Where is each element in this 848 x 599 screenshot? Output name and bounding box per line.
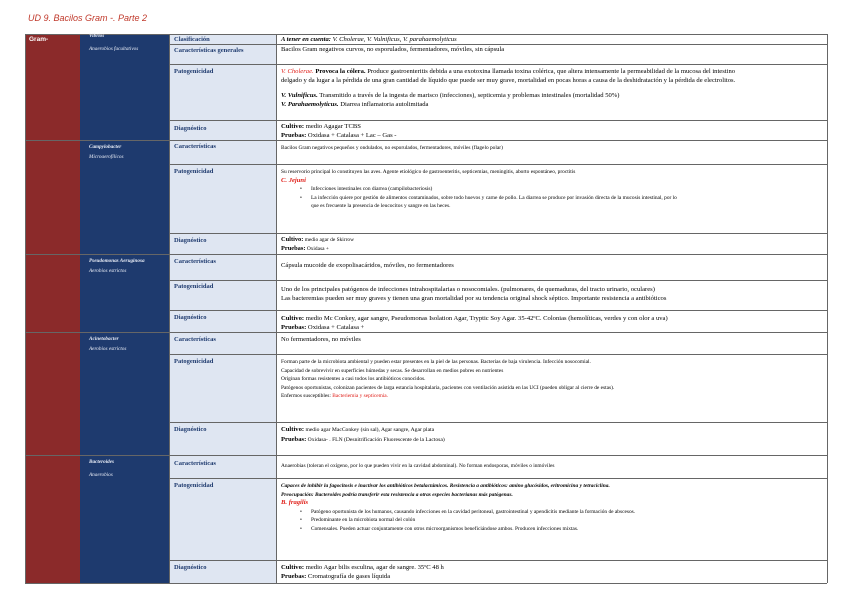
patogenicidad-text: Capaces de inhibir la fagocitosis e inactivar los antibióticos betalactámicos. Resistencia a antibióticos: amino glucósidos, eritromicina y tetraciclina. Preocupación: Bacteroides podría transferir esta resistencia a otras especies bacterianas más patógenas. B. fragilis • Patógeno oportunista de los humanos, causando infecciones en la cavidad peritoneal, gastrointestinal y apendicitis mediante la formación de abscesos. • Predominante en la microbiota normal del colón • Comensales. Pueden actuar conjuntamente con otros microorganismos beneficiándose ambos. Producen infecciones mixtas. — [281, 482, 823, 534]
section-label: Características — [174, 143, 216, 150]
row-divider — [169, 560, 827, 561]
section-label: Características — [174, 336, 216, 343]
diagnostico-text: Cultivo: medio Mc Conkey, agar sangre, Pseudomonas Isolation Agar, Tryptic Soy Agar. 35-42ºC. Colonias (hemolíticas, verdes y con olor a uva) Pruebas: Oxidasa + Catalasa + — [281, 315, 668, 332]
divider — [276, 34, 277, 583]
section-label: Características — [174, 460, 216, 467]
caracteristicas-text: Bacilos Gram negativos pequeños y ondulados, no esporulados, fermentadores, móviles (flagelo polar) — [281, 145, 503, 151]
bacteria-label: Pseudomonas Aeruginosa Aerobios estrictos — [89, 258, 145, 274]
section-column — [169, 34, 276, 583]
section-label: Diagnóstico — [174, 125, 207, 132]
caracteristicas-text: Cápsula mucoide de exopolisacáridos, móviles, no fermentadores — [281, 262, 454, 269]
row-divider — [169, 354, 827, 355]
divider — [25, 34, 26, 583]
row-divider — [169, 310, 827, 311]
row-divider — [169, 120, 827, 121]
gram-column — [25, 34, 80, 583]
diagnostico-text: Cultivo: medio Agagar TCBS Pruebas: Oxidasa + Catalasa + Lac – Gas - — [281, 123, 397, 140]
diagnostico-text: Cultivo: medio agar MacConkey (sin sal), Agar sangre, Agar plata Pruebas: Oxidasa- . FLN (Desnitrificación Fluorescente de la Lactosa) — [281, 426, 445, 444]
page-title: UD 9. Bacilos Gram -. Parte 2 — [28, 13, 148, 23]
divider — [827, 34, 828, 583]
section-label: Patogenicidad — [174, 482, 214, 489]
bacteria-label: Bacteroides Anaerobios — [89, 459, 115, 478]
section-label: Diagnóstico — [174, 237, 207, 244]
row-divider — [169, 422, 827, 423]
section-label: Patogenicidad — [174, 283, 214, 290]
clasificacion-text: A tener en cuenta: V. Cholerae, V. Vulnificus, V. parahaemolyticus — [281, 36, 457, 43]
row-divider — [169, 64, 827, 65]
bacteria-label: Acinetobacter Aerobios estrictos — [89, 336, 127, 352]
diagnostico-text: Cultivo: medio Agar bilis esculina, agar de sangre. 35ºC 48 h Pruebas: Cromatografía de gases líquida — [281, 564, 444, 581]
bacteria-label: Campylobacter Microaerofílicos — [89, 144, 124, 160]
section-label: Patogenicidad — [174, 168, 214, 175]
section-label: Diagnóstico — [174, 426, 207, 433]
divider — [169, 34, 170, 583]
bacteria-label: Vibrios Anaerobios facultativos — [89, 33, 139, 52]
row-divider — [169, 164, 827, 165]
gram-label: Gram- — [29, 36, 49, 43]
section-label: Diagnóstico — [174, 314, 207, 321]
row-divider — [169, 233, 827, 234]
caracteristicas-text: Anaerobias (toleran el oxígeno, por lo que pueden vivir en la cavidad abdominal). No forman endosporas, móviles o inmóviles — [281, 463, 555, 469]
row-divider — [25, 583, 827, 584]
row-divider — [25, 455, 827, 456]
section-label: Características — [174, 258, 216, 265]
row-divider — [25, 254, 827, 255]
section-label: Patogenicidad — [174, 358, 214, 365]
section-label: Clasificación — [174, 36, 210, 43]
patogenicidad-text: V. Cholerae. Provoca la cólera. Produce gastroenteritis debida a una exotoxina llamada toxina colérica, que altera intensamente la permeabilidad de la mucosa del intestino delgado y da lugar a la pérdida de una gran cantidad de líquido que puede ser muy grave, mortalidad en pocas horas a causa de la deshidratación y la pérdida de electrolitos. V. Vulnificus. Transmitido a través de la ingesta de marisco (infecciones), septicemia y problemas intestinales (mortalidad 50%) V. Parahaemolyticus. Diarrea inflamatoria autolimitada — [281, 68, 736, 108]
section-label: Características generales — [174, 47, 244, 54]
caracteristicas-text: Bacilos Gram negativos curvos, no esporulados, fermentadores, móviles, sin cápsula — [281, 46, 505, 53]
patogenicidad-text: Uno de los principales patógenos de infecciones intrahospitalarias o nosocomiales. (pulmonares, de quemaduras, del tracto urinario, oculares) Las bacteremias pueden ser muy graves y tienen una gran mortalidad por su tendencia original shock séptico. Importante resistencia a antibióticos — [281, 286, 667, 303]
section-label: Patogenicidad — [174, 68, 214, 75]
caracteristicas-text: No fermentadores, no móviles — [281, 336, 361, 343]
patogenicidad-text: Forman parte de la microbiota ambiental y pueden estar presentes en la piel de las personas. Bacterias de baja virulencia. Infección nosocomial. Capacidad de sobrevivir en superficies húmedas y secas. Se desarrollan en medios pobres en nutrientes Originan formas resistentes a casi todos los antibióticos conocidos. Patógenos oportunistas, colonizan pacientes de larga estancia hospitalaria, pacientes con ventilación asistida en las UCI (pueden obligar al cierre de estas). Enfermos susceptibles: Bacteriemia y septicemia. — [281, 359, 615, 400]
bacteria-column — [80, 34, 169, 583]
patogenicidad-text: Su reservorio principal lo constituyen las aves. Agente etiológico de gastroenteritis, septicemias, meningitis, aborto espontáneo, proctitis C. Jejuni • Infecciones intestinales con diarrea (campilobacteriosis) • La infección quiere por gestión de alimentos contaminados, sobre todo huevos y carne de pollo. La diarrea se produce por invasión directa de la mucosis intestinal, por lo que es frecuente la presencia de leucocitos y sangre en las heces. — [281, 168, 823, 211]
row-divider — [169, 478, 827, 479]
diagnostico-text: Cultivo: medio agar de Skirrow Pruebas: Oxidasa + — [281, 236, 354, 252]
section-label: Diagnóstico — [174, 564, 207, 571]
row-divider — [169, 280, 827, 281]
